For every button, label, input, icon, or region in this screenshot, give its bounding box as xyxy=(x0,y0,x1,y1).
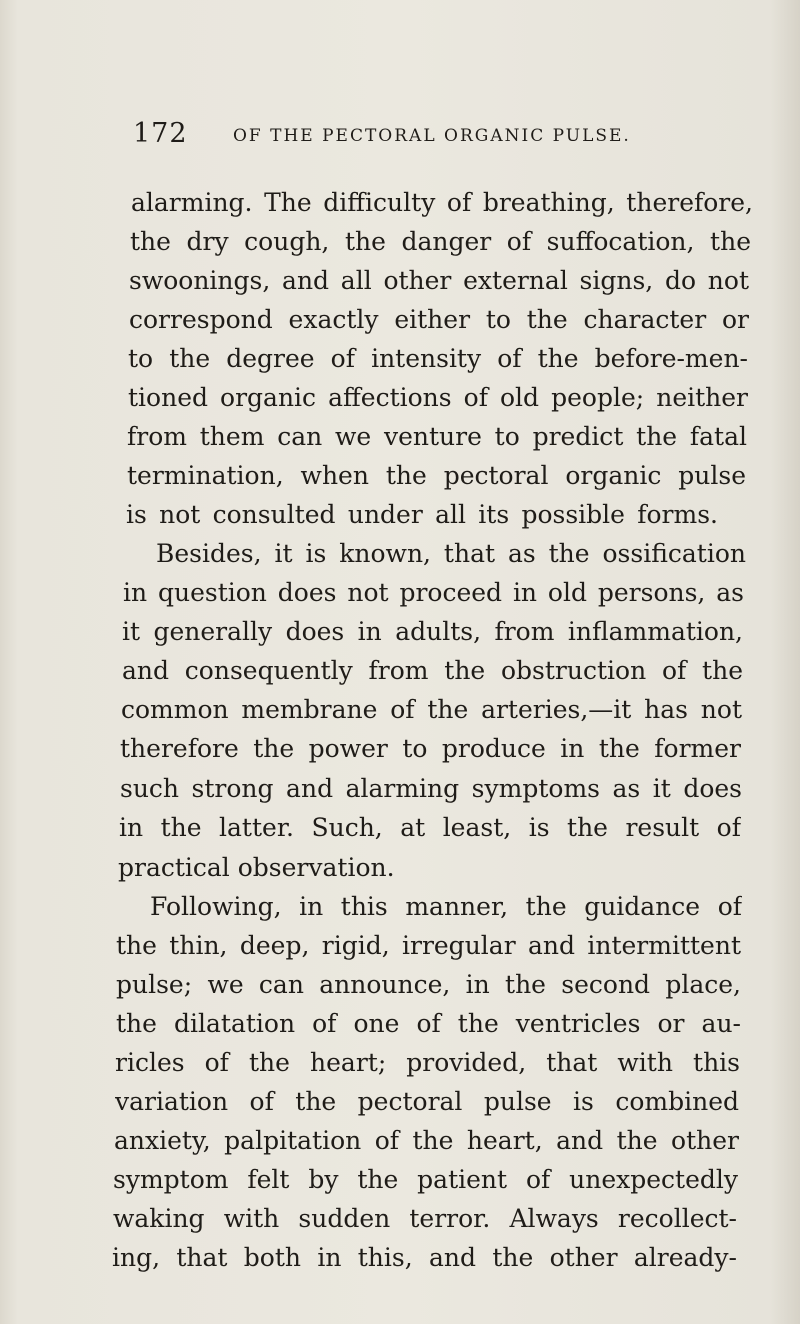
text-line: practical observation. xyxy=(118,853,395,882)
text-line: Following, in this manner, the guidance of xyxy=(150,892,742,921)
text-line: correspond exactly either to the character or xyxy=(129,305,749,334)
text-line: common membrane of the arteries,—it has not xyxy=(121,695,742,724)
text-line: symptom felt by the patient of unexpectedly xyxy=(113,1165,738,1194)
text-line: variation of the pectoral pulse is combined xyxy=(115,1087,739,1116)
text-line: anxiety, palpitation of the heart, and the other xyxy=(114,1126,739,1155)
text-line: such strong and alarming symptoms as it does xyxy=(120,774,742,803)
text-line: ing, that both in this, and the other already- xyxy=(112,1243,737,1272)
text-line: tioned organic affections of old people; neither xyxy=(128,383,748,412)
text-line: termination, when the pectoral organic pulse xyxy=(127,461,746,490)
text-line: the dry cough, the danger of suffocation, the xyxy=(130,227,751,256)
text-line: and consequently from the obstruction of the xyxy=(122,656,743,685)
text-line: pulse; we can announce, in the second place, xyxy=(116,970,741,999)
text-line: in the latter. Such, at least, is the result of xyxy=(119,813,741,842)
text-line: is not consulted under all its possible forms. xyxy=(126,500,718,529)
text-line: in question does not proceed in old persons, as xyxy=(123,578,744,607)
text-line: therefore the power to produce in the former xyxy=(120,734,741,763)
text-line: the dilatation of one of the ventricles or au- xyxy=(116,1009,741,1038)
text-line: the thin, deep, rigid, irregular and intermittent xyxy=(116,931,741,960)
text-line: alarming. The difficulty of breathing, therefore, xyxy=(131,188,753,217)
text-line: from them can we venture to predict the fatal xyxy=(127,422,747,451)
text-line: ricles of the heart; provided, that with this xyxy=(115,1048,740,1077)
page-number: 172 xyxy=(133,118,188,149)
text-line: swoonings, and all other external signs, do not xyxy=(129,266,749,295)
text-line: to the degree of intensity of the before-men- xyxy=(128,344,748,373)
text-line: Besides, it is known, that as the ossification xyxy=(156,539,746,568)
running-title: OF THE PECTORAL ORGANIC PULSE. xyxy=(233,126,631,146)
text-line: it generally does in adults, from inflammation, xyxy=(122,617,743,646)
text-line: waking with sudden terror. Always recollect- xyxy=(113,1204,737,1233)
running-head xyxy=(133,118,733,158)
